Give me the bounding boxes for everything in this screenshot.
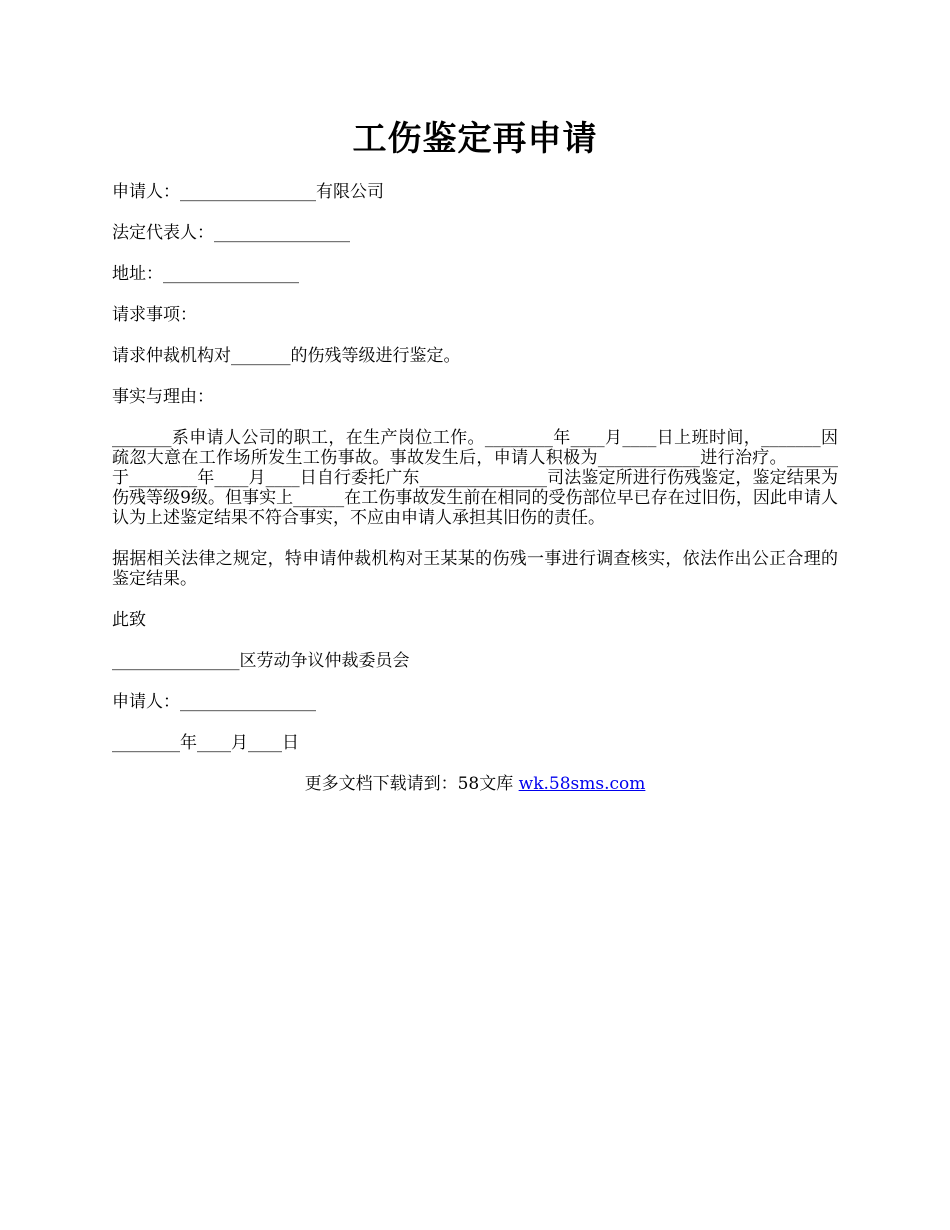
recipient-line: _______________区劳动争议仲裁委员会 <box>112 651 410 671</box>
date-line: ________年____月____日 <box>112 733 299 753</box>
facts-heading: 事实与理由： <box>112 387 214 407</box>
footer-prefix: 更多文档下载请到：58文库 <box>304 774 519 794</box>
facts-body: _______系申请人公司的职工，在生产岗位工作。________年____月____日上班时间，_______因疏忽大意在工作场所发生工伤事故。事故发生后，申请人积极为____________进行治疗。______于________年____月____日自行委托广东_______________司法鉴定所进行伤残鉴定，鉴定结果为伤残等级9级。但事实上______在工伤事故发生前在相同的受伤部位早已存在过旧伤，因此申请人认为上述鉴定结果不符合事实，不应由申请人承担其旧伤的责任。 <box>112 428 838 528</box>
download-footer <box>112 774 838 794</box>
signature-line: 申请人：________________ <box>112 692 316 712</box>
document-title: 工伤鉴定再申请 <box>352 119 598 159</box>
request-heading: 请求事项： <box>112 305 197 325</box>
document-page <box>112 112 838 794</box>
legal-basis-body: 据据相关法律之规定，特申请仲裁机构对王某某的伤残一事进行调查核实，依法作出公正合理的鉴定结果。 <box>112 549 838 589</box>
applicant-line: 申请人：________________有限公司 <box>112 182 384 202</box>
request-body: 请求仲裁机构对_______的伤残等级进行鉴定。 <box>112 346 461 366</box>
footer-link[interactable]: wk.58sms.com <box>518 774 646 794</box>
address-line: 地址：________________ <box>112 264 299 284</box>
closing-salutation: 此致 <box>112 610 146 630</box>
legal-representative-line: 法定代表人：________________ <box>112 223 350 243</box>
